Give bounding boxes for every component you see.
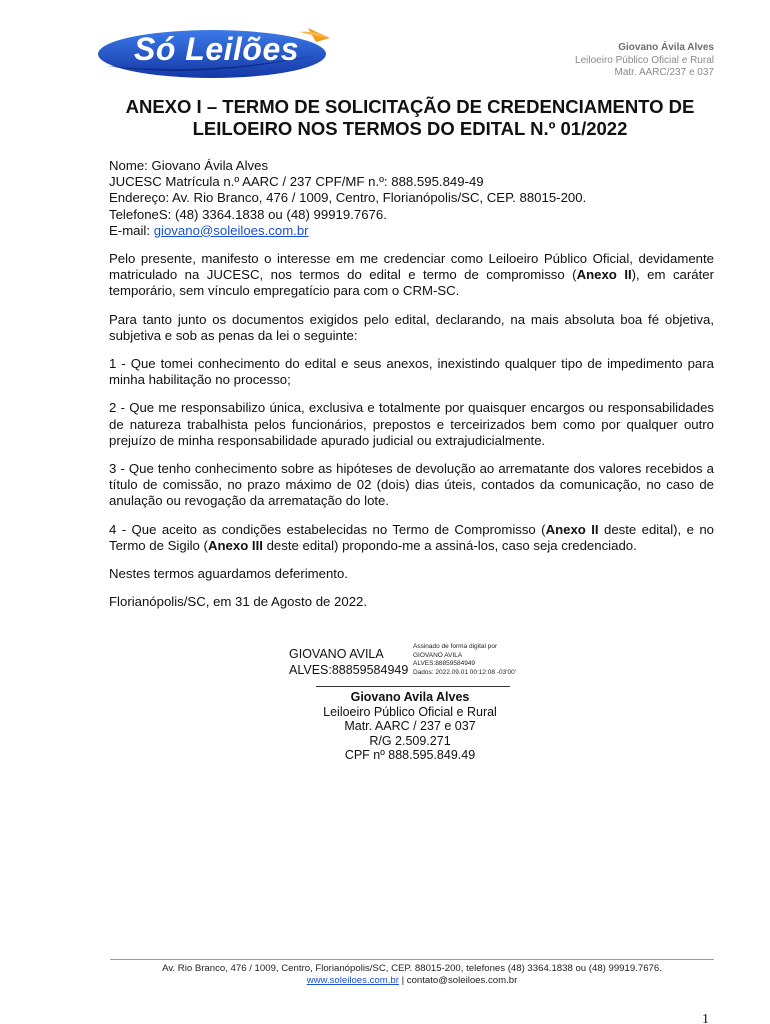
title-line-2: LEILOEIRO NOS TERMOS DO EDITAL N.º 01/2022 (192, 118, 628, 139)
signature-meta-line-4: Dados: 2022.09.01 00:12:08 -03'00' (413, 668, 516, 676)
annex-ii-reference: Anexo II (576, 267, 632, 283)
applicant-name: Nome: Giovano Ávila Alves (109, 158, 269, 173)
signature-name-line-1: GIOVANO AVILA (289, 647, 384, 661)
declaration-item-2: 2 - Que me responsabilizo única, exclusiva e totalmente por quaisquer encargos ou responsabilidades de natureza trabalhista pelos funcionários, prepostos e terceirizados bem como por qualquer outro prejuízo de minha responsabilidade apurado judicial ou extrajudicialmente. (109, 400, 714, 448)
header-registration: Matr. AARC/237 e 037 (614, 67, 714, 78)
signer-cpf: CPF nº 888.595.849.49 (344, 748, 476, 763)
paragraph-declaration: Para tanto junto os documentos exigidos pelo edital, declarando, na mais absoluta boa fé objetiva, subjetiva e sob as penas da lei o seguinte: (109, 311, 714, 343)
email-label: E-mail: (109, 222, 154, 238)
document-body (109, 158, 714, 610)
digital-signature-name (289, 646, 408, 678)
place-and-date: Florianópolis/SC, em 31 de Agosto de 2022. (109, 594, 368, 610)
signature-name-line-2: ALVES:88859584949 (289, 663, 409, 677)
applicant-address: Endereço: Av. Rio Branco, 476 / 1009, Centro, Florianópolis/SC, CEP. 88015-200. (109, 190, 587, 206)
footer-separator: | (398, 975, 407, 986)
declaration-item-4 (109, 522, 714, 554)
page-header (0, 0, 770, 90)
item4-text-c: deste edital) propondo-me a assiná-los, caso seja credenciado. (262, 537, 637, 553)
paragraph-interest-text-b: ), em caráter temporário, sem vínculo empregatício para com o CRM-SC. (109, 267, 714, 299)
digital-signature-details (413, 643, 516, 677)
page-number: 1 (702, 1012, 709, 1024)
footer-website-link[interactable]: www.soleiloes.com.br (306, 975, 399, 986)
email-link[interactable]: giovano@soleiloes.com.br (153, 222, 309, 238)
footer-address: Av. Rio Branco, 476 / 1009, Centro, Florianópolis/SC, CEP. 88015-200, telefones (48) 3364.1838 ou (48) 99919.7676. (162, 963, 662, 974)
signature-meta-line-2: GIOVANO AVILA (413, 651, 463, 659)
signer-registration: Matr. AARC / 237 e 037 (344, 719, 476, 734)
item4-annex-iii: Anexo III (207, 537, 263, 553)
applicant-phones: TelefoneS: (48) 3364.1838 ou (48) 99919.7676. (109, 206, 387, 222)
header-role: Leiloeiro Público Oficial e Rural (575, 54, 714, 66)
item4-annex-ii: Anexo II (545, 521, 599, 537)
signature-meta-line-1: Assinado de forma digital por (413, 643, 498, 650)
applicant-email-line (109, 223, 714, 239)
signature-line (316, 686, 510, 687)
signer-block (260, 690, 560, 763)
applicant-identification (109, 158, 714, 239)
company-logo (94, 24, 334, 82)
paragraph-interest (109, 251, 714, 300)
footer-divider (110, 959, 714, 960)
declaration-item-1: 1 - Que tomei conhecimento do edital e seus anexos, inexistindo qualquer tipo de impedimento para minha habilitação no processo; (109, 356, 714, 388)
signer-rg: R/G 2.509.271 (369, 733, 451, 748)
closing-line: Nestes termos aguardamos deferimento. (109, 566, 348, 582)
header-name: Giovano Ávila Alves (618, 42, 714, 53)
footer-links (80, 975, 744, 987)
digital-signature-stamp (287, 640, 547, 684)
logo-text: Só Leilões (134, 31, 300, 67)
title-line-1: ANEXO I – TERMO DE SOLICITAÇÃO DE CREDENCIAMENTO DE (125, 96, 695, 117)
signer-name: Giovano Avila Alves (350, 690, 470, 704)
footer-contact-email: contato@soleiloes.com.br (406, 975, 518, 986)
page-footer (80, 963, 744, 987)
header-contact-block (575, 42, 714, 80)
item4-text-b: deste edital), e no Termo de Sigilo ( (109, 521, 714, 553)
declaration-item-3: 3 - Que tenho conhecimento sobre as hipóteses de devolução ao arrematante dos valores recebidos a título de comissão, no prazo máximo de 02 (dois) dias úteis, contados da comunicação, no caso de anulação ou revogação da arrematação do lote. (109, 461, 714, 509)
paragraph-interest-text-a: Pelo presente, manifesto o interesse em me credenciar como Leiloeiro Público Oficial, devidamente matriculado na JUCESC, nos termos do edital e termo de compromisso ( (109, 251, 714, 283)
applicant-jucesc: JUCESC Matrícula n.º AARC / 237 CPF/MF n.º: 888.595.849-49 (109, 174, 484, 190)
item4-text-a: 4 - Que aceito as condições estabelecidas no Termo de Compromisso ( (109, 521, 546, 537)
signature-meta-line-3: ALVES:88859584949 (413, 660, 476, 668)
document-title (100, 96, 720, 140)
signer-role: Leiloeiro Público Oficial e Rural (323, 704, 497, 719)
